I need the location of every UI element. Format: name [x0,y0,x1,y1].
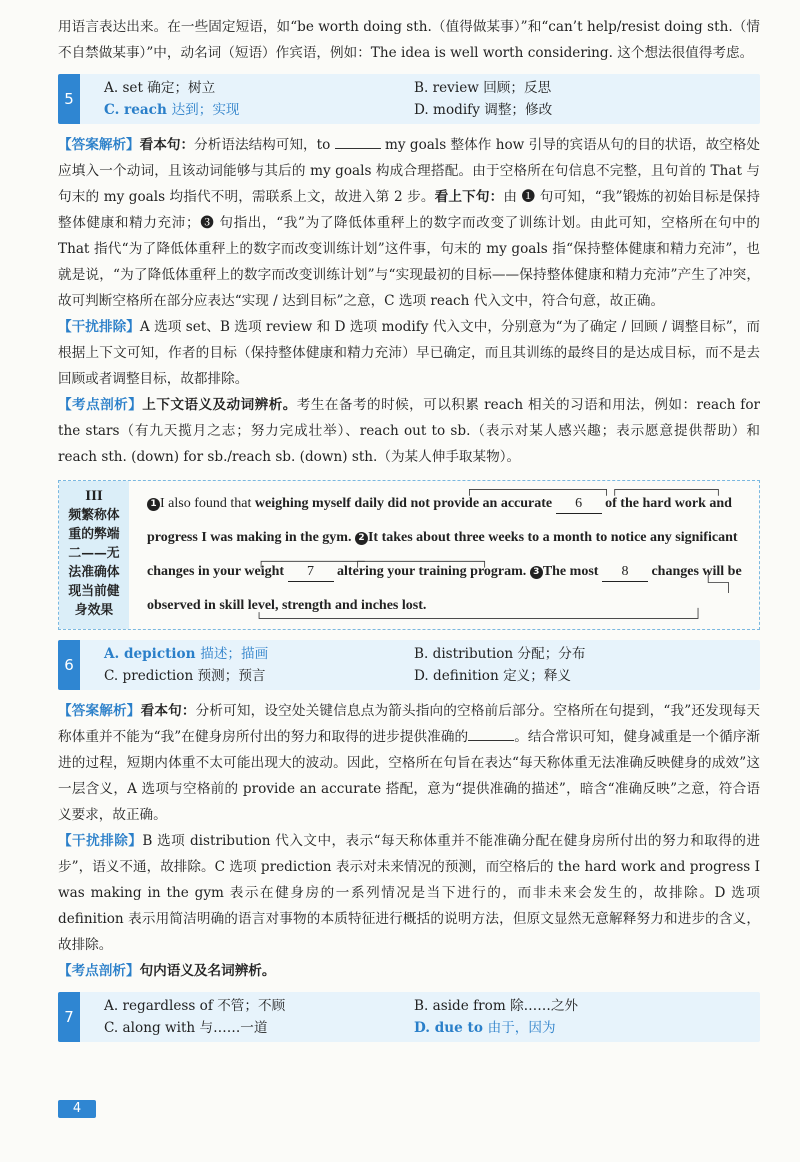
option-b[interactable]: B. review 回顾；反思 [414,80,552,96]
page-content [58,14,760,1050]
sentence-1-marker: 1 [147,498,160,511]
question-number: 5 [58,74,80,124]
q5-interference: 【干扰排除】A 选项 set、B 选项 review 和 D 选项 modify 代入文中，分别意为“为了确定 / 回顾 / 调整目标”，而根据上下文可知，作者的目标（保持整体健康和精力充沛）早已确定，而且其训练的最终目的是达成目标，而不是去回顾或者调整目标，故都排除。 [58,319,760,387]
option-d[interactable]: D. definition 定义；释义 [414,668,572,684]
question-6-options [58,640,760,690]
sentence-3-marker: 3 [530,566,543,579]
option-d-correct[interactable]: D. due to 由于，因为 [414,1020,556,1036]
option-d[interactable]: D. modify 调整；修改 [414,102,553,118]
option-a[interactable]: A. regardless of 不管；不顾 [104,998,286,1014]
page-number: 4 [58,1100,96,1118]
passage-box [58,480,760,630]
option-b[interactable]: B. aside from 除……之外 [414,998,579,1014]
question-number: 6 [58,640,80,690]
question-5-options [58,74,760,124]
sentence-2-marker: 2 [355,532,368,545]
option-c-correct[interactable]: C. reach 达到；实现 [104,102,240,118]
question-7-options [58,992,760,1042]
intro-paragraph: 用语言表达出来。在一些固定短语，如“be worth doing sth.（值得做某事）”和“can’t help/resist doing sth.（情不自禁做某事）”中，动名词（短语）作宾语，例如：The idea is well worth considering. 这个想法很值得考虑。 [58,19,760,61]
q5-point: 【考点剖析】上下文语义及动词辨析。考生在备考的时候，可以积累 reach 相关的习语和用法，例如：reach for the stars（有九天揽月之志；努力完成壮举）、reach out to sb.（表示对某人感兴趣；表示愿意提供帮助）和 reach sth. (down) for sb./reach sb. (down) sth.（为某人伸手取某物）。 [58,397,761,465]
blank-8[interactable]: 8 [602,563,648,582]
blank-6[interactable]: 6 [556,495,602,514]
option-a[interactable]: A. set 确定；树立 [104,80,216,96]
question-number: 7 [58,992,80,1042]
option-c[interactable]: C. prediction 预测；预言 [104,668,266,684]
q6-point: 【考点剖析】句内语义及名词辨析。 [58,963,276,979]
q6-analysis: 【答案解析】看本句：分析可知，设空处关键信息点为箭头指向的空格前后部分。空格所在句提到，“我”还发现每天称体重并不能为“我”在健身房所付出的努力和取得的进步提供准确的 。结合常识可知，健身减重是一个循序渐进的过程，短期内体重不太可能出现大的波动。因此，空格所在句旨在表达“每天称体重无法准确反映健身的成效”这一层含义，A 选项与空格前的 provide an accurate 搭配，意为“提供准确的描述”，暗含“准确反映”之意，符合语义要求，故正确。 [58,703,761,823]
q6-interference: 【干扰排除】B 选项 distribution 代入文中，表示“每天称体重并不能准确分配在健身房所付出的努力和取得的进步”，语义不通，故排除。C 选项 prediction 表示对未来情况的预测，而空格后的 the hard work and progress I was making in the gym 表示在健身房的一系列情况是当下进行的，而非未来会发生的，故排除。D 选项 definition 表示用简洁明确的语言对事物的本质特征进行概括的说明方法，但原文显然无意解释努力和进步的含义，故排除。 [58,833,760,953]
option-a-correct[interactable]: A. depiction 描述；描画 [104,646,269,662]
option-b[interactable]: B. distribution 分配；分布 [414,646,586,662]
option-c[interactable]: C. along with 与……一道 [104,1020,268,1036]
passage-title: III 频繁称体 重的弊端 二——无 法准确体 现当前健 身效果 [59,481,129,629]
blank-7[interactable]: 7 [288,563,334,582]
passage-text: 1 I also found that weighing myself daily did not provide an accurate 6 of the hard work and progress I was making in the gym. 2 It takes about three weeks to a month to notice any significant changes in your weight 7 altering your training program. 3 The most 8 changes will be observed in skill level, strength and inches lost. [129,481,759,629]
q5-analysis: 【答案解析】看本句：分析语法结构可知，to my goals 整体作 how 引导的宾语从句的目的状语，故空格处应填入一个动词，且该动词能够与其后的 my goals 构成合理搭配。由于空格所在句信息不完整，且句首的 That 与句末的 my goals 均指代不明，需联系上文，故进入第 2 步。看上下句：由 ❶ 句可知，“我”锻炼的初始目标是保持整体健康和精力充沛；❸ 句指出，“我”为了降低体重秤上的数字而改变了训练计划。由此可知，空格所在句中的 That 指代“为了降低体重秤上的数字而改变训练计划”这件事，句末的 my goals 指“保持整体健康和精力充沛”，也就是说，“为了降低体重秤上的数字而改变训练计划”与“实现最初的目标——保持整体健康和精力充沛”产生了冲突，故可判断空格所在部分应表达“实现 / 达到目标”之意，C 选项 reach 代入文中，符合句意，故正确。 [58,132,760,314]
